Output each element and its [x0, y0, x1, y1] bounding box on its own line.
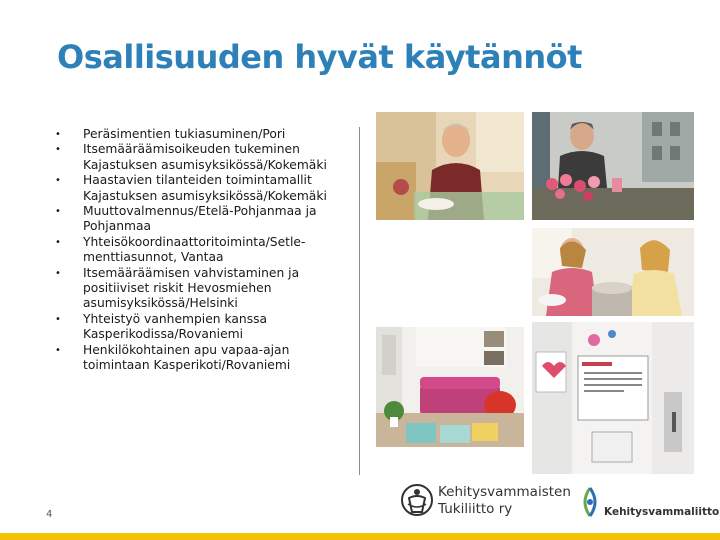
- bottom-accent-bar: [0, 533, 720, 540]
- vertical-divider: [359, 127, 360, 475]
- bullet-icon: •: [55, 313, 61, 325]
- photo-wall-notes: [532, 322, 694, 474]
- bullet-icon: •: [55, 129, 61, 140]
- list-item: • Peräsimentien tukiasuminen/Pori: [55, 127, 286, 141]
- bullet-icon: •: [55, 236, 61, 248]
- practice-list: [55, 127, 345, 374]
- tukiliitto-logo: Kehitysvammaisten Tukiliitto ry: [400, 482, 570, 522]
- photo-balcony-flowers: [532, 112, 694, 220]
- bullet-icon: •: [55, 267, 61, 279]
- kehitysvammaliitto-emblem-icon: [578, 484, 602, 520]
- photo-living-room: [376, 327, 524, 447]
- bullet-icon: •: [55, 206, 61, 218]
- tukiliitto-emblem-icon: [400, 482, 434, 518]
- photo-kitchen-cooking: [532, 228, 694, 316]
- list-item: • Yhteisökoordinaattoritoiminta/Setle-menttiasunnot, Vantaa: [55, 234, 306, 265]
- photo-man-at-table: [376, 112, 524, 220]
- page-number: 4: [46, 509, 53, 520]
- bullet-icon: •: [55, 144, 61, 156]
- list-item: • Muuttovalmennus/Etelä-Pohjanmaa ja Pohjanmaa: [55, 204, 317, 234]
- list-item: • Henkilökohtainen apu vapaa-ajan toimintaan Kasperikoti/Rovaniemi: [55, 342, 291, 373]
- bullet-icon: •: [55, 175, 61, 187]
- bullet-icon: •: [55, 344, 61, 356]
- list-item: • Itsemääräämisen vahvistaminen ja positiiviset riskit Hevosmiehen asumisyksikössä/Helsinki: [55, 265, 300, 311]
- slide-title: Osallisuuden hyvät käytännöt: [57, 38, 582, 76]
- list-item: • Itsemääräämisoikeuden tukeminen Kajastuksen asumisyksikössä/Kokemäki: [55, 142, 327, 172]
- kehitysvammaliitto-logo: Kehitysvammaliitto: [578, 484, 718, 524]
- list-item: • Haastavien tilanteiden toimintamallit Kajastuksen asumisyksikössä/Kokemäki: [55, 173, 327, 203]
- list-item: • Yhteistyö vanhempien kanssa Kasperikodissa/Rovaniemi: [55, 311, 268, 342]
